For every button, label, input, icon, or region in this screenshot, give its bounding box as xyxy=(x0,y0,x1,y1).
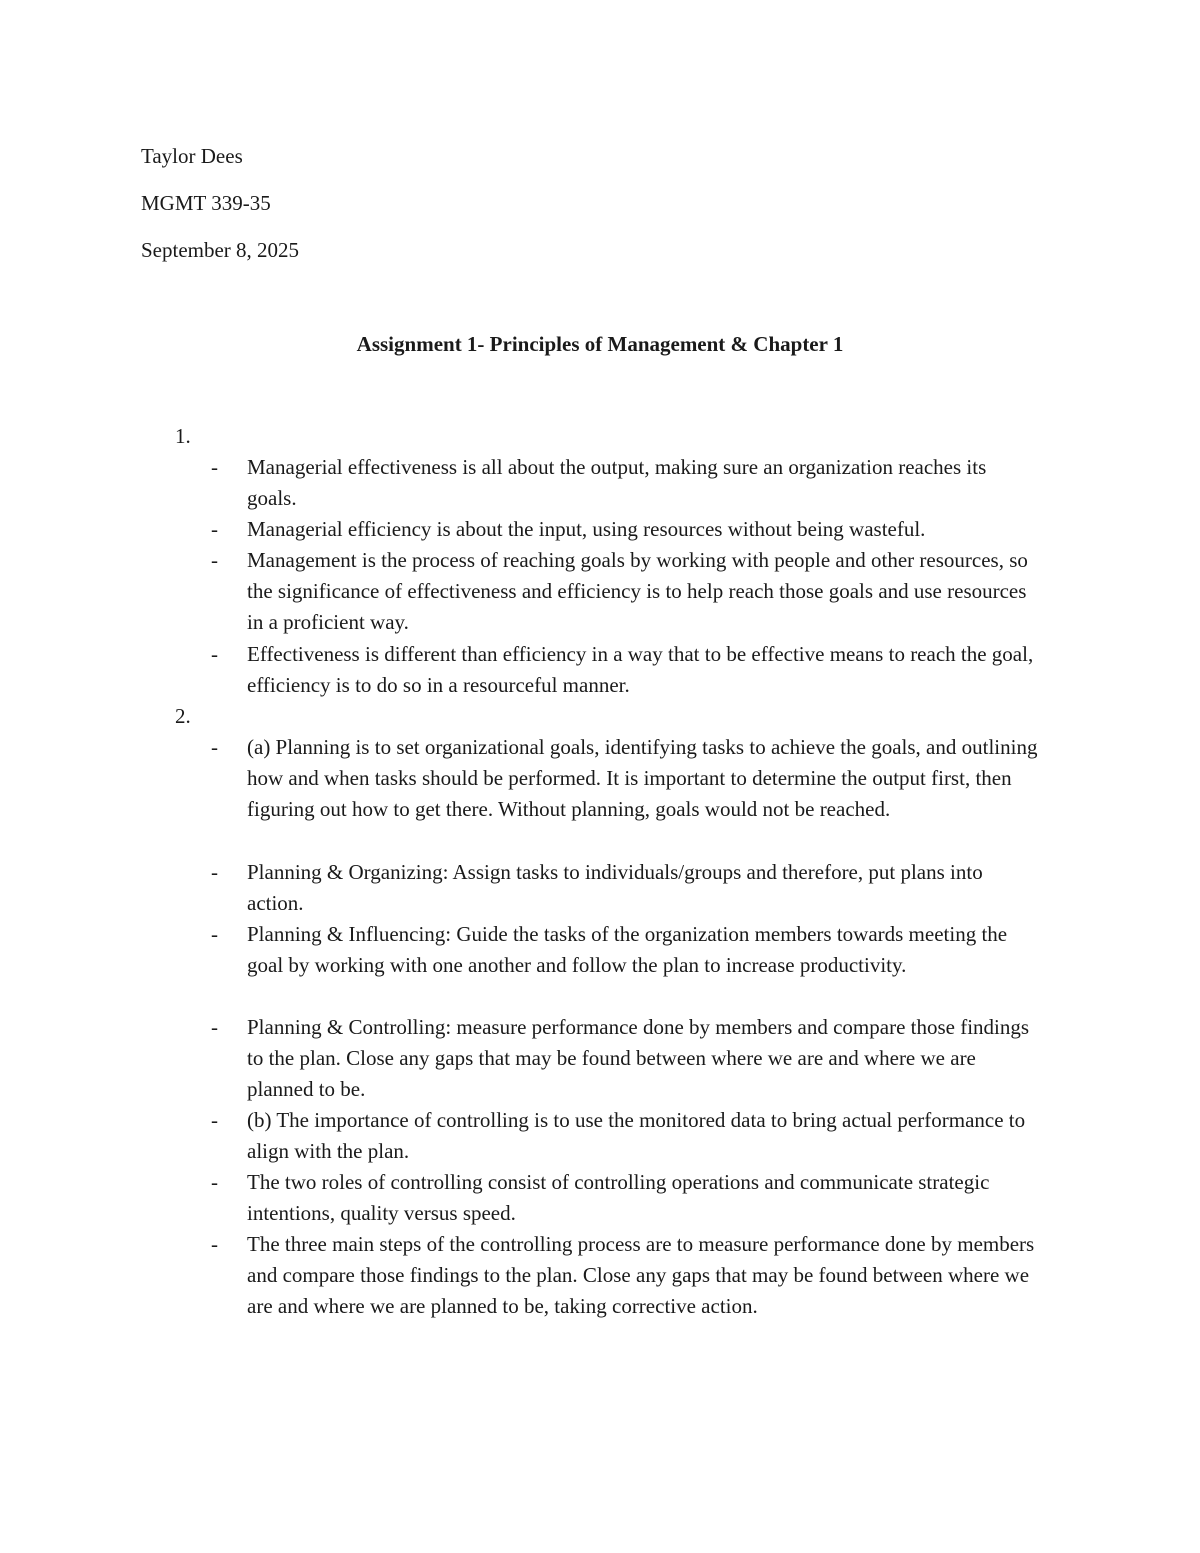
bullet-dash: - xyxy=(211,1015,218,1039)
list-item-text: Planning & Controlling: measure performance done by members and compare those findings to the plan. Close any gaps that may be found between where we are and where we are planned to be. xyxy=(247,1015,1030,1102)
list-item xyxy=(211,1167,1041,1229)
bullet-dash: - xyxy=(211,1170,218,1194)
list-item-text: Planning & Organizing: Assign tasks to individuals/groups and therefore, put plans into action. xyxy=(247,860,983,916)
list-item xyxy=(211,514,1041,545)
list-item-text: Managerial effectiveness is all about the output, making sure an organization reaches its goals. xyxy=(247,455,987,511)
list-item xyxy=(211,919,1041,981)
list-item xyxy=(211,857,1041,919)
list-item xyxy=(211,639,1041,701)
author-name: Taylor Dees xyxy=(141,144,243,168)
list-item-text: Managerial efficiency is about the input, using resources without being wasteful. xyxy=(247,517,926,541)
bullet-dash: - xyxy=(211,735,218,759)
list-item-text: Management is the process of reaching goals by working with people and other resources, so the significance of effectiveness and efficiency is to help reach those goals and use resources in a proficient way. xyxy=(247,548,1028,635)
bullet-dash: - xyxy=(211,455,218,479)
list-item xyxy=(211,545,1041,639)
bullet-dash: - xyxy=(211,642,218,666)
list-item-text: Effectiveness is different than efficiency in a way that to be effective means to reach the goal, efficiency is to do so in a resourceful manner. xyxy=(247,642,1034,698)
bullet-dash: - xyxy=(211,1108,218,1132)
question-number: 1. xyxy=(175,424,191,448)
bullet-dash: - xyxy=(211,517,218,541)
bullet-dash: - xyxy=(211,548,218,572)
list-item-text: (b) The importance of controlling is to use the monitored data to bring actual performance to align with the plan. xyxy=(247,1108,1026,1164)
assignment-title: Assignment 1- Principles of Management & Chapter 1 xyxy=(356,332,844,356)
submission-date: September 8, 2025 xyxy=(141,238,300,262)
list-item xyxy=(211,1012,1041,1106)
list-item xyxy=(211,1229,1041,1323)
list-item xyxy=(211,732,1041,826)
question-number: 2. xyxy=(175,704,191,728)
list-item xyxy=(211,1105,1041,1167)
list-item-text: The three main steps of the controlling process are to measure performance done by members and compare those findings to the plan. Close any gaps that may be found between where we are and where we are planned to be, taking corrective action. xyxy=(247,1232,1035,1319)
list-item-text: (a) Planning is to set organizational goals, identifying tasks to achieve the goals, and outlining how and when tasks should be performed. It is important to determine the output first, then figuring out how to get there. Without planning, goals would not be reached. xyxy=(247,735,1038,822)
bullet-dash: - xyxy=(211,922,218,946)
bullet-dash: - xyxy=(211,1232,218,1256)
list-item-text: The two roles of controlling consist of controlling operations and communicate strategic intentions, quality versus speed. xyxy=(247,1170,990,1226)
list-item xyxy=(211,452,1041,514)
bullet-dash: - xyxy=(211,860,218,884)
course-code: MGMT 339-35 xyxy=(141,191,271,215)
list-item-text: Planning & Influencing: Guide the tasks of the organization members towards meeting the goal by working with one another and follow the plan to increase productivity. xyxy=(247,922,1008,978)
